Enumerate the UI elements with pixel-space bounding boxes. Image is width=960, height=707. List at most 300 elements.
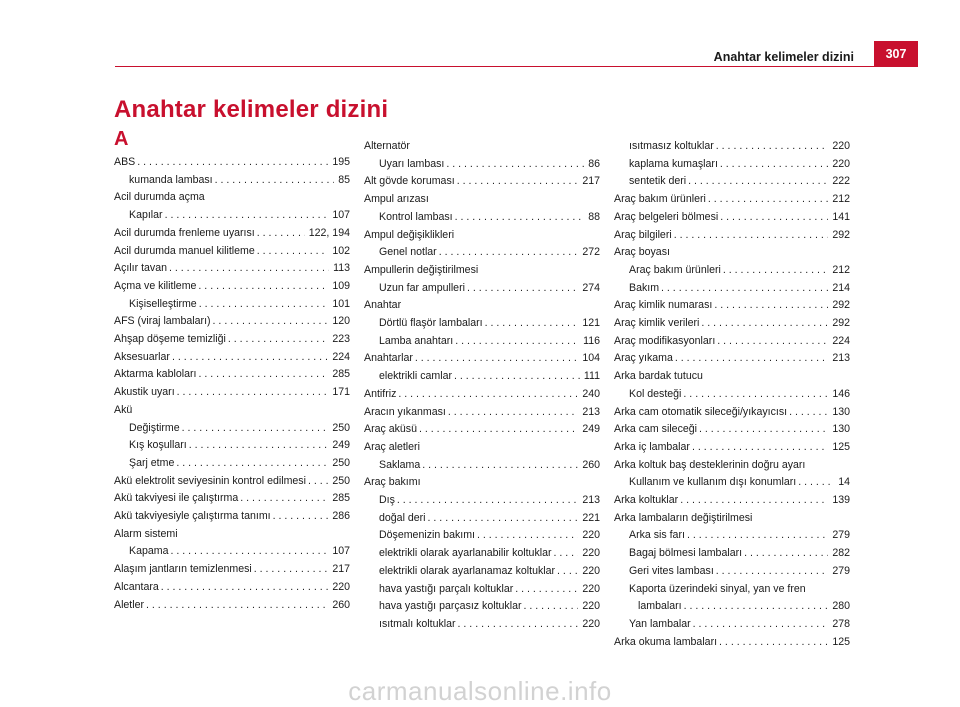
index-entry	[114, 437, 350, 455]
index-entry	[614, 563, 850, 581]
dot-leader	[240, 490, 328, 508]
index-term: Geri vites lambası	[629, 564, 714, 577]
dot-leader	[189, 437, 329, 455]
index-entry	[364, 368, 600, 386]
dot-leader	[680, 492, 828, 510]
dot-leader	[415, 350, 578, 368]
index-heading	[364, 474, 600, 492]
dot-leader	[477, 527, 578, 545]
dot-leader	[687, 527, 828, 545]
dot-leader	[675, 350, 828, 368]
index-entry	[364, 510, 600, 528]
dot-leader	[170, 543, 328, 561]
index-heading	[364, 191, 600, 209]
page-reference[interactable]: 14	[838, 476, 850, 489]
dot-leader	[744, 545, 828, 563]
index-entry	[614, 474, 850, 492]
index-term: Arka cam sileceği	[614, 423, 698, 436]
page-reference[interactable]: 141	[832, 210, 850, 223]
dot-leader	[699, 421, 828, 439]
watermark: carmanualsonline.info	[348, 676, 612, 706]
page-reference[interactable]: 279	[832, 564, 850, 577]
page-number-badge: 307	[874, 41, 918, 67]
index-entry	[114, 543, 350, 561]
page-reference[interactable]: 280	[832, 600, 850, 613]
index-term: Araç boyası	[614, 246, 670, 259]
index-entry	[364, 563, 600, 581]
page-reference[interactable]: 146	[832, 387, 850, 400]
index-entry	[114, 384, 350, 402]
page-reference[interactable]: 222	[832, 175, 850, 188]
index-term: Acil durumda açma	[114, 191, 205, 204]
index-term: ısıtmasız koltuklar	[629, 140, 714, 152]
dot-leader	[688, 173, 828, 191]
page-reference[interactable]: 220	[832, 140, 850, 152]
index-column-3	[614, 138, 850, 651]
index-entry	[364, 598, 600, 616]
dot-leader	[458, 616, 579, 634]
page-reference[interactable]: 292	[832, 299, 850, 312]
index-term: ısıtmalı koltuklar	[379, 617, 456, 630]
dot-leader	[701, 315, 828, 333]
index-heading	[614, 368, 850, 386]
index-term: Alternatör	[364, 140, 410, 152]
dot-leader	[446, 156, 584, 174]
index-entry	[114, 172, 350, 190]
dot-leader	[716, 138, 829, 156]
index-entry	[614, 191, 850, 209]
index-term: Lamba anahtarı	[379, 334, 454, 347]
index-entry	[364, 545, 600, 563]
index-entry	[114, 349, 350, 367]
dot-leader	[789, 404, 828, 422]
index-term: Bakım	[629, 281, 660, 294]
index-term: Dörtlü flaşör lambaları	[379, 317, 483, 330]
index-column-2	[364, 138, 600, 634]
page-reference[interactable]: 292	[832, 228, 850, 241]
index-entry	[364, 457, 600, 475]
page-reference[interactable]: 88	[588, 210, 600, 223]
dot-leader	[714, 297, 828, 315]
dot-leader	[398, 386, 578, 404]
dot-leader	[273, 508, 329, 526]
page-reference[interactable]: 220	[582, 582, 600, 595]
page-reference[interactable]: 213	[832, 352, 850, 365]
page-reference[interactable]: 240	[582, 387, 600, 400]
index-term: Ampullerin değiştirilmesi	[364, 263, 479, 276]
index-term: Ahşap döşeme temizliği	[114, 333, 226, 346]
index-entry	[114, 420, 350, 438]
dot-leader	[172, 349, 328, 367]
header-rule	[115, 66, 875, 67]
dot-leader	[692, 439, 828, 457]
index-entry	[114, 366, 350, 384]
dot-leader	[215, 172, 335, 190]
page-reference[interactable]: 125	[832, 635, 850, 648]
index-term: Kapama	[129, 545, 169, 558]
dot-leader	[455, 209, 585, 227]
index-entry	[114, 597, 350, 615]
index-entry	[364, 333, 600, 351]
index-term: Araç aküsü	[364, 423, 417, 436]
index-term: Şarj etme	[129, 456, 175, 469]
dot-leader	[683, 386, 828, 404]
dot-leader	[198, 366, 328, 384]
index-term: Açma ve kilitleme	[114, 279, 197, 292]
page-reference[interactable]: 250	[332, 456, 350, 469]
index-entry	[114, 296, 350, 314]
index-heading	[364, 138, 600, 156]
index-entry	[364, 156, 600, 174]
dot-leader	[455, 333, 579, 351]
index-entry	[364, 581, 600, 599]
page-reference[interactable]: 249	[332, 439, 350, 452]
dot-leader	[661, 280, 828, 298]
dot-leader	[176, 455, 328, 473]
dot-leader	[228, 331, 328, 349]
index-entry	[614, 138, 850, 156]
index-term: elektrikli olarak ayarlanabilir koltuklar	[379, 547, 552, 560]
page-reference[interactable]: 220	[832, 157, 850, 170]
page-reference[interactable]: 113	[333, 262, 350, 275]
index-term: Araç bakım ürünleri	[614, 193, 706, 206]
dot-leader	[467, 280, 578, 298]
index-entry	[364, 173, 600, 191]
page-reference[interactable]: 217	[332, 563, 350, 576]
page-reference[interactable]: 220	[582, 529, 600, 542]
index-entry	[614, 297, 850, 315]
dot-leader	[719, 634, 828, 652]
page-reference[interactable]: 111	[583, 370, 600, 383]
index-entry	[114, 225, 350, 243]
page-reference[interactable]: 125	[832, 440, 850, 453]
page-reference[interactable]: 249	[582, 423, 600, 436]
index-term: Araç modifikasyonları	[614, 334, 716, 347]
index-term: kumanda lambası	[129, 173, 213, 186]
page-reference[interactable]: 101	[332, 297, 350, 310]
page-reference[interactable]: 130	[832, 423, 850, 436]
index-heading	[364, 439, 600, 457]
index-entry	[614, 545, 850, 563]
index-entry	[364, 492, 600, 510]
page-reference[interactable]: 86	[588, 157, 600, 170]
index-term: Araç yıkama	[614, 352, 673, 365]
page-reference[interactable]: 121	[582, 317, 600, 330]
index-entry	[364, 421, 600, 439]
index-term: elektrikli camlar	[379, 370, 452, 383]
page-reference[interactable]: 102	[332, 244, 350, 257]
index-term: kaplama kumaşları	[629, 157, 718, 170]
index-term: Kış koşulları	[129, 439, 187, 452]
page-reference[interactable]: 260	[332, 598, 350, 611]
page-reference[interactable]: 220	[582, 617, 600, 630]
page-reference[interactable]: 213	[582, 494, 600, 507]
dot-leader	[146, 597, 328, 615]
index-term: Arka okuma lambaları	[614, 635, 718, 648]
index-column-1	[114, 126, 350, 614]
page-reference[interactable]: 223	[332, 333, 350, 346]
dot-leader	[708, 191, 828, 209]
page-reference[interactable]: 85	[338, 173, 350, 186]
index-heading	[114, 526, 350, 544]
index-term: Arka koltuk baş desteklerinin doğru ayarı	[614, 458, 806, 471]
index-term: Arka lambaların değiştirilmesi	[614, 511, 753, 524]
index-term: Ampul değişiklikleri	[364, 228, 455, 241]
dot-leader	[723, 262, 828, 280]
index-term: Acil durumda frenleme uyarısı	[114, 226, 255, 239]
index-entry	[114, 154, 350, 172]
index-term: lambaları	[638, 600, 682, 613]
index-term: Akü	[114, 403, 133, 416]
index-entry	[364, 280, 600, 298]
dot-leader	[428, 510, 579, 528]
index-entry	[614, 598, 850, 616]
index-term: Antifriz	[364, 387, 397, 400]
index-entry	[614, 527, 850, 545]
index-term: doğal deri	[379, 511, 426, 524]
index-entry	[614, 492, 850, 510]
dot-leader	[308, 473, 328, 491]
index-term: Alcantara	[114, 580, 159, 593]
index-term: Döşemenizin bakımı	[379, 529, 475, 542]
index-term: Acil durumda manuel kilitleme	[114, 244, 255, 257]
index-heading	[364, 227, 600, 245]
page-reference[interactable]: 282	[832, 547, 850, 560]
index-heading	[364, 262, 600, 280]
dot-leader	[254, 561, 329, 579]
index-term: Değiştirme	[129, 421, 180, 434]
index-entry	[114, 561, 350, 579]
index-entry	[364, 386, 600, 404]
index-term: AFS (viraj lambaları)	[114, 315, 211, 328]
index-entry	[364, 527, 600, 545]
dot-leader	[422, 457, 578, 475]
dot-leader	[485, 315, 579, 333]
page-reference[interactable]: 212	[832, 263, 850, 276]
page-reference[interactable]: 130	[832, 405, 850, 418]
index-term: ABS	[114, 156, 136, 168]
index-term: Arka cam otomatik sileceği/yıkayıcısı	[614, 405, 788, 418]
dot-leader	[674, 227, 829, 245]
dot-leader	[684, 598, 829, 616]
page-reference[interactable]: 107	[332, 209, 350, 222]
page-reference[interactable]: 120	[332, 315, 350, 328]
page-reference[interactable]: 286	[332, 510, 350, 523]
index-term: Araç kimlik numarası	[614, 299, 713, 312]
index-entry	[614, 616, 850, 634]
page-reference[interactable]: 278	[832, 617, 850, 630]
index-term: Aktarma kabloları	[114, 368, 197, 381]
dot-leader	[257, 243, 329, 261]
page-reference[interactable]: 224	[332, 350, 350, 363]
index-entry	[614, 209, 850, 227]
index-term: Alarm sistemi	[114, 527, 178, 540]
index-entry	[614, 280, 850, 298]
index-term: Kullanım ve kullanım dışı konumları	[629, 476, 797, 489]
dot-leader	[199, 296, 329, 314]
dot-leader	[257, 225, 305, 243]
index-term: Akü elektrolit seviyesinin kontrol edilmesi	[114, 474, 306, 487]
index-entry	[364, 616, 600, 634]
page-reference[interactable]: 213	[582, 405, 600, 418]
index-entry	[614, 173, 850, 191]
page-reference[interactable]: 220	[582, 564, 600, 577]
dot-leader	[716, 563, 829, 581]
dot-leader	[397, 492, 578, 510]
page-reference[interactable]: 220	[332, 580, 350, 593]
page-reference[interactable]: 250	[332, 474, 350, 487]
index-term: Arka sis farı	[629, 529, 685, 542]
index-term: Kişiselleştirme	[129, 297, 197, 310]
page-reference[interactable]: 116	[583, 334, 600, 347]
index-term: Genel notlar	[379, 246, 437, 259]
index-entry	[614, 439, 850, 457]
page-reference[interactable]: 224	[832, 334, 850, 347]
index-heading	[364, 297, 600, 315]
index-term: Akü takviyesiyle çalıştırma tanımı	[114, 510, 271, 523]
index-entry	[114, 260, 350, 278]
index-term: Bagaj bölmesi lambaları	[629, 547, 743, 560]
index-term: Aracın yıkanması	[364, 405, 446, 418]
page-reference[interactable]: 171	[332, 386, 350, 399]
dot-leader	[557, 563, 578, 581]
index-term: hava yastığı parçalı koltuklar	[379, 582, 514, 595]
index-entry	[364, 244, 600, 262]
page-reference[interactable]: 107	[332, 545, 350, 558]
index-entry	[364, 404, 600, 422]
page-reference[interactable]: 139	[832, 494, 850, 507]
page-reference[interactable]: 212	[832, 193, 850, 206]
index-term: Aletler	[114, 598, 145, 611]
index-entry	[614, 315, 850, 333]
page-reference[interactable]: 122, 194	[308, 226, 350, 239]
page-reference[interactable]: 260	[582, 458, 600, 471]
dot-leader	[198, 278, 328, 296]
dot-leader	[693, 616, 829, 634]
index-term: Alt gövde koruması	[364, 175, 455, 188]
dot-leader	[457, 173, 579, 191]
page-reference[interactable]: 220	[582, 600, 600, 613]
index-heading	[114, 402, 350, 420]
index-term: Arka iç lambalar	[614, 440, 690, 453]
index-entry	[364, 209, 600, 227]
page-reference[interactable]: 274	[582, 281, 600, 294]
section-letter: A	[114, 128, 129, 150]
index-term: Ampul arızası	[364, 193, 429, 206]
index-entry	[614, 421, 850, 439]
index-term: Yan lambalar	[629, 617, 691, 630]
dot-leader	[137, 154, 328, 172]
index-term: Akustik uyarı	[114, 386, 175, 399]
index-term: Uzun far ampulleri	[379, 281, 465, 294]
dot-leader	[798, 474, 834, 492]
index-term: Dış	[379, 494, 395, 507]
index-term: hava yastığı parçasız koltuklar	[379, 600, 522, 613]
index-entry	[114, 313, 350, 331]
page-reference[interactable]: 221	[582, 511, 600, 524]
index-heading	[614, 457, 850, 475]
dot-leader	[524, 598, 579, 616]
page-reference[interactable]: 272	[582, 246, 600, 259]
page-reference[interactable]: 285	[332, 368, 350, 381]
index-entry	[364, 350, 600, 368]
index-entry	[114, 473, 350, 491]
dot-leader	[213, 313, 329, 331]
dot-leader	[515, 581, 578, 599]
index-term: Araç bakım ürünleri	[629, 263, 721, 276]
index-term: Anahtar	[364, 299, 402, 312]
index-entry	[114, 455, 350, 473]
index-term: Kaporta üzerindeki sinyal, yan ve fren	[629, 582, 806, 595]
index-term: Araç bakımı	[364, 476, 421, 489]
index-term: Uyarı lambası	[379, 157, 445, 170]
index-heading	[114, 189, 350, 207]
index-heading	[614, 510, 850, 528]
page-reference[interactable]: 217	[582, 175, 600, 188]
index-term: Arka bardak tutucu	[614, 370, 703, 383]
page-title: Anahtar kelimeler dizini	[114, 96, 389, 123]
dot-leader	[454, 368, 580, 386]
page-reference[interactable]: 195	[332, 156, 350, 168]
index-term: Kontrol lambası	[379, 210, 453, 223]
index-term: Akü takviyesi ile çalıştırma	[114, 492, 239, 505]
index-entry	[114, 490, 350, 508]
index-term: Alaşım jantların temizlenmesi	[114, 563, 252, 576]
index-term: Araç bilgileri	[614, 228, 672, 241]
index-term: sentetik deri	[629, 175, 687, 188]
dot-leader	[419, 421, 578, 439]
dot-leader	[554, 545, 579, 563]
dot-leader	[448, 404, 578, 422]
index-entry	[114, 278, 350, 296]
dot-leader	[161, 579, 329, 597]
index-heading	[614, 581, 850, 599]
index-entry	[114, 508, 350, 526]
dot-leader	[169, 260, 329, 278]
dot-leader	[439, 244, 579, 262]
index-entry	[614, 386, 850, 404]
index-term: Saklama	[379, 458, 421, 471]
index-term: Aksesuarlar	[114, 350, 170, 363]
index-heading	[614, 244, 850, 262]
index-entry	[614, 404, 850, 422]
index-term: Anahtarlar	[364, 352, 413, 365]
index-entry	[614, 350, 850, 368]
page-reference[interactable]: 104	[582, 352, 600, 365]
page-reference[interactable]: 109	[332, 279, 350, 292]
page-reference[interactable]: 285	[332, 492, 350, 505]
index-entry	[614, 227, 850, 245]
index-term: Kol desteği	[629, 387, 682, 400]
dot-leader	[165, 207, 329, 225]
section-title: Anahtar kelimeler dizini	[713, 50, 854, 64]
index-term: Açılır tavan	[114, 262, 167, 275]
page-reference[interactable]: 220	[582, 547, 600, 560]
page-reference[interactable]: 292	[832, 317, 850, 330]
page-reference[interactable]: 279	[832, 529, 850, 542]
index-entry	[114, 331, 350, 349]
index-term: Arka koltuklar	[614, 494, 679, 507]
index-entry	[614, 156, 850, 174]
index-entry	[614, 333, 850, 351]
page-reference[interactable]: 214	[832, 281, 850, 294]
dot-leader	[720, 156, 828, 174]
index-entry	[614, 262, 850, 280]
index-term: Kapılar	[129, 209, 163, 222]
index-term: elektrikli olarak ayarlanamaz koltuklar	[379, 564, 556, 577]
page-reference[interactable]: 250	[332, 421, 350, 434]
index-term: Araç aletleri	[364, 440, 420, 453]
